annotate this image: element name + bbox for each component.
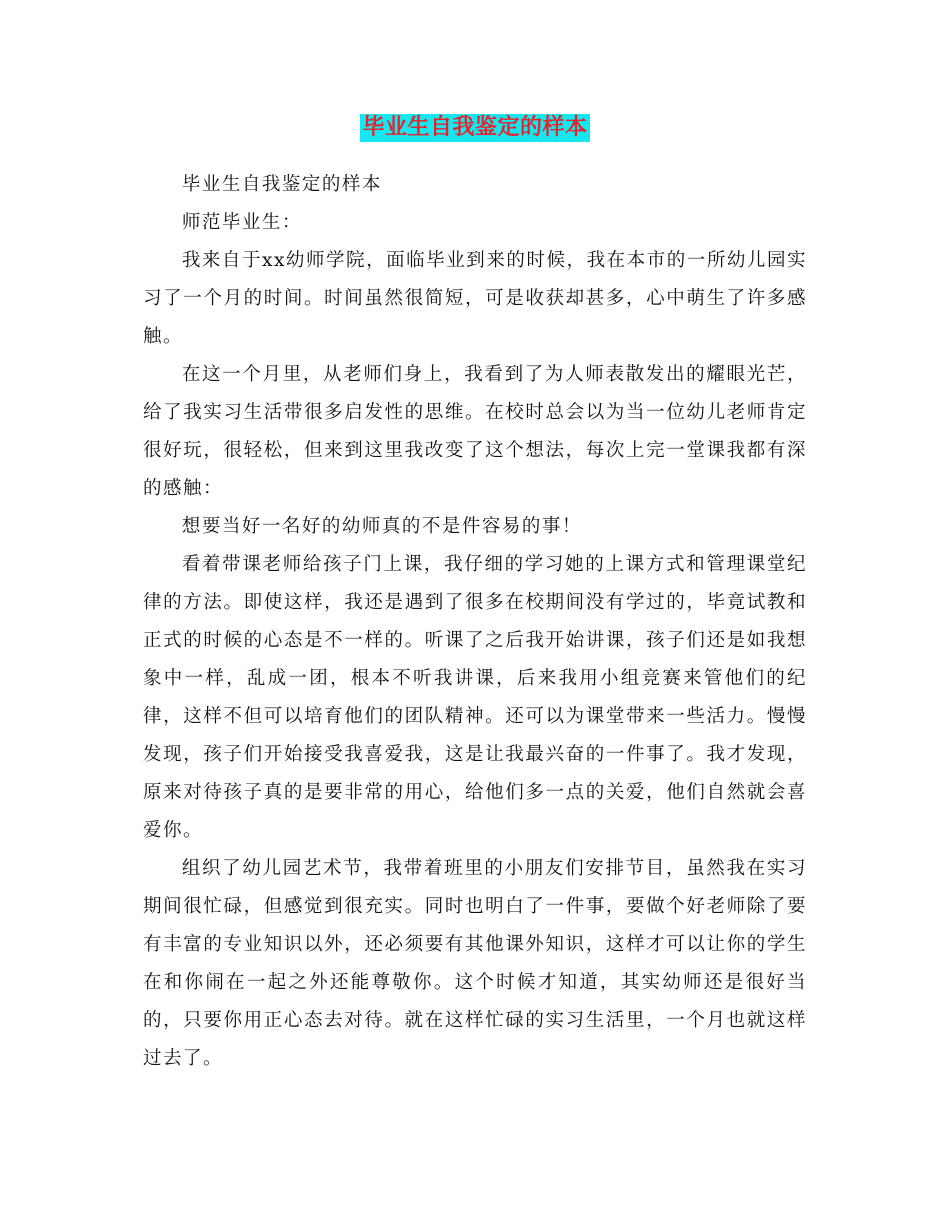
paragraph: 看着带课老师给孩子门上课，我仔细的学习她的上课方式和管理课堂纪律的方法。即使这样，我还是遇到了很多在校期间没有学过的，毕竟试教和正式的时候的心态是不一样的。听课了之后我开始讲课，孩子们还是如我想象中一样，乱成一团，根本不听我讲课，后来我用小组竞赛来管他们的纪律，这样不但可以培育他们的团队精神。还可以为课堂带来一些活力。慢慢发现，孩子们开始接受我喜爱我，这是让我最兴奋的一件事了。我才发现，原来对待孩子真的是要非常的用心，给他们多一点的关爱，他们自然就会喜爱你。 (143, 554, 807, 841)
paragraph: 我来自于xx幼师学院，面临毕业到来的时候，我在本市的一所幼儿园实习了一个月的时间。时间虽然很简短，可是收获却甚多，心中萌生了许多感触。 (143, 250, 807, 347)
paragraph: 组织了幼儿园艺术节，我带着班里的小朋友们安排节目，虽然我在实习期间很忙碌，但感觉到很充实。同时也明白了一件事，要做个好老师除了要有丰富的专业知识以外，还必须要有其他课外知识，这样才可以让你的学生在和你闹在一起之外还能尊敬你。这个时候才知道，其实幼师还是很好当的，只要你用正心态去对待。就在这样忙碌的实习生活里，一个月也就这样过去了。 (143, 858, 807, 1069)
document-title: 毕业生自我鉴定的样本 (362, 115, 588, 140)
title-block (0, 114, 950, 142)
paragraph-salutation: 师范毕业生： (181, 212, 302, 233)
document-body (143, 166, 807, 1078)
paragraph: 在这一个月里，从老师们身上，我看到了为人师表散发出的耀眼光芒，给了我实习生活带很多启发性的思维。在校时总会以为当一位幼儿老师肯定很好玩，很轻松，但来到这里我改变了这个想法，每次上完一堂课我都有深的感触： (143, 364, 807, 499)
paragraph-subtitle: 毕业生自我鉴定的样本 (181, 174, 382, 195)
paragraph: 想要当好一名好的幼师真的不是件容易的事！ (181, 516, 582, 537)
